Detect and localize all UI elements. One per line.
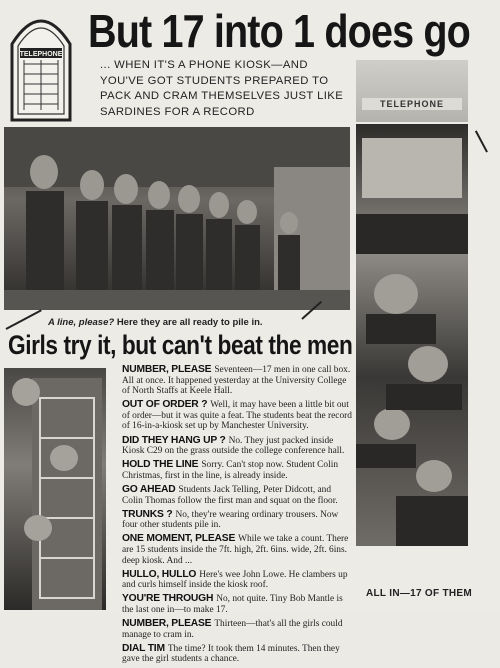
caption-text: Here they are all ready to pile in. [116,317,263,328]
para-text: Seventeen—17 men in one call box. All at once. It happened yesterday at the University College of North Staffs at Keele Hall. [122,365,351,397]
kiosk-door-photo [4,368,106,610]
kiosk-sign: TELEPHONE [362,98,462,110]
crammed-kiosk-photo [356,124,468,546]
para-text: No. They just packed inside Kiosk C29 on the grass outside the college conference hall. [122,435,345,457]
story-paragraph [122,485,354,506]
para-lead: YOU'RE THROUGH [122,593,214,605]
para-lead: OUT OF ORDER ? [122,399,208,411]
pen-stroke-top [475,130,488,152]
story-paragraph [122,594,354,615]
story-paragraph [122,460,354,481]
para-lead: ONE MOMENT, PLEASE [122,533,236,545]
photo-caption [48,317,263,328]
subtitle: Girls try it, but can't beat the men [8,330,353,360]
para-text: Well, it may have been a little bit out of order—but it was quite a feat. The students beat the record of 16-in-a-kiosk set up by Manchester University. [122,400,352,432]
students-photo-art [4,127,350,310]
para-text: Here's wee John Lowe. He clambers up and curls himself inside the kiosk roof. [122,569,348,591]
story-paragraph [122,619,354,640]
caption-question: A line, please? [48,317,115,328]
para-text: Thirteen—that's all the girls could manage to cram in. [122,618,343,640]
story-paragraph [122,534,354,566]
story-paragraph [122,400,354,432]
story-paragraph [122,570,354,591]
subhead: ... WHEN IT'S A PHONE KIOSK—AND YOU'VE GOT STUDENTS PREPARED TO PACK AND CRAM THEMSELVES JUST LIKE SARDINES FOR A RECORD [100,59,344,118]
para-text: No, not quite. Tiny Bob Mantle is the last one in—to make 17. [122,594,343,615]
story-body [122,365,354,668]
para-lead: GO AHEAD [122,483,176,495]
para-lead: NUMBER, PLEASE [122,364,212,375]
kiosk-top-photo [356,60,468,122]
story-paragraph [122,365,354,397]
para-lead: DIAL TIM [122,642,165,654]
para-text: While we take a count. There are 15 students inside the 7ft. high, 2ft. 6ins. wide, 2ft. 6ins. deep kiosk. And ... [122,534,349,566]
door-photo-art [4,368,106,610]
side-caption: ALL IN—17 OF THEM [366,588,473,599]
kiosk-photo-art [356,124,468,546]
para-text: Students Jack Telling, Peter Didcott, and Colin Thomas follow the first man and squat on the floor. [122,484,338,506]
para-lead: HOLD THE LINE [122,459,199,471]
logo-text: TELEPHONE [19,51,63,58]
para-lead: HULLO, HULLO [122,568,197,580]
story-paragraph [122,644,354,665]
para-text: The time? It took them 14 minutes. Then they gave the girl students a chance. [122,643,340,665]
story-paragraph [122,436,354,457]
para-text: Sorry. Can't stop now. Student Colin Christmas, first in the line, is already inside. [122,460,339,481]
para-lead: NUMBER, PLEASE [122,617,212,629]
pen-stroke-left [6,309,42,330]
telephone-kiosk-icon [4,4,78,126]
para-text: No, they're wearing ordinary trousers. Now four other students pile in. [122,509,339,531]
para-lead: DID THEY HANG UP ? [122,434,226,446]
headline: But 17 into 1 does go [88,5,470,57]
students-line-photo [4,127,350,310]
story-paragraph [122,510,354,531]
para-lead: TRUNKS ? [122,508,173,520]
